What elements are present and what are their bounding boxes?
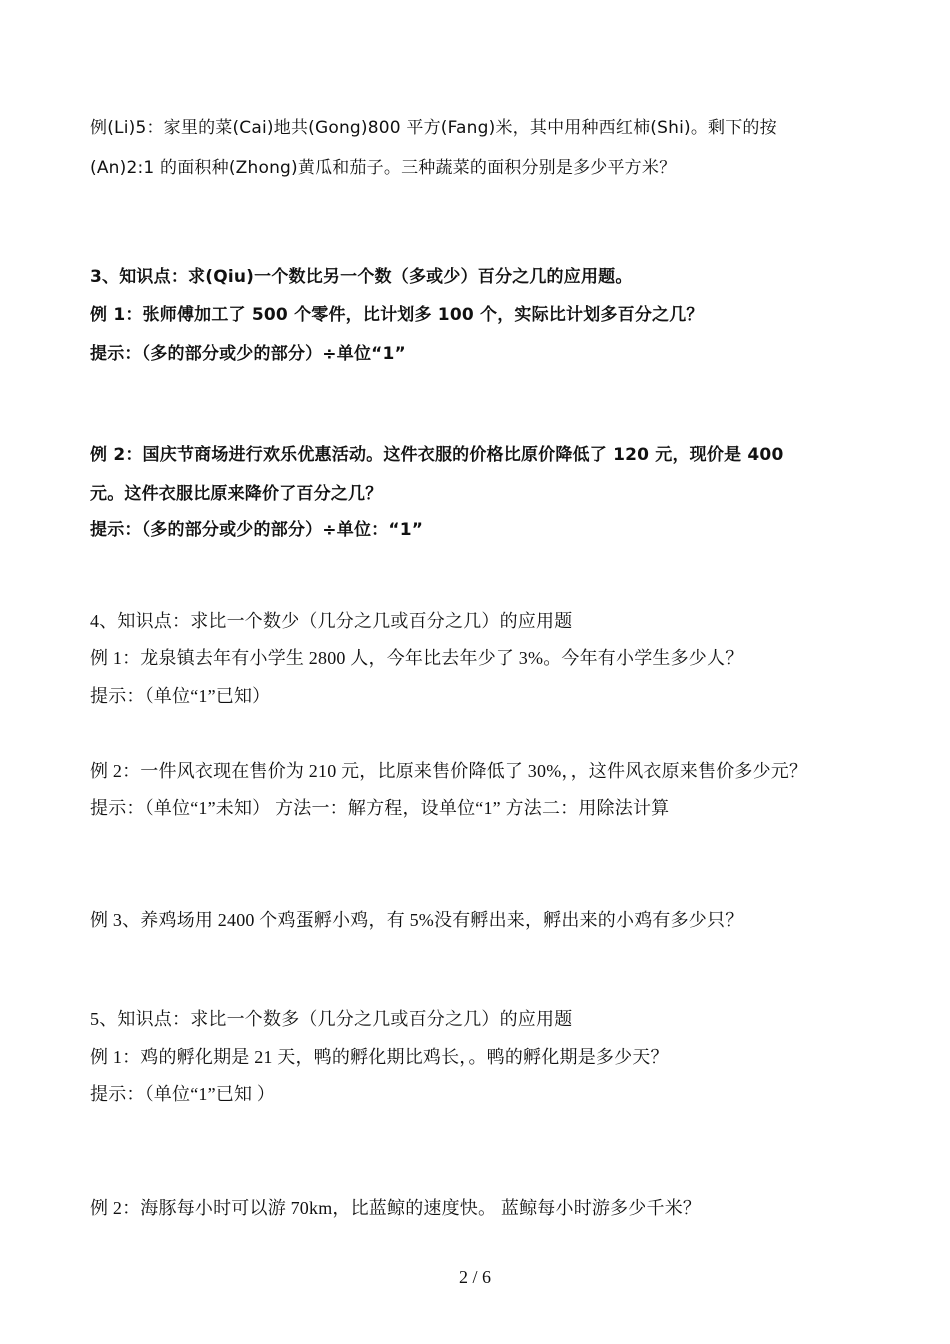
section-3-example-1: 例 1：张师傅加工了 500 个零件，比计划多 100 个，实际比计划多百分之几？ xyxy=(90,305,704,325)
section-3-heading: 3、知识点：求(Qiu)一个数比另一个数（多或少）百分之几的应用题。 xyxy=(90,267,633,287)
section-5-hint-1: 提示：（单位“1”已知 ） xyxy=(90,1084,276,1104)
section-4-example-3: 例 3、养鸡场用 2400 个鸡蛋孵小鸡，有 5%没有孵出来，孵出来的小鸡有多少只？ xyxy=(90,910,744,930)
example-5-line-1: 例(Li)5：家里的菜(Cai)地共(Gong)800 平方(Fang)米，其中用种西红柿(Shi)。剩下的按 xyxy=(90,118,777,138)
section-5-example-2: 例 2：海豚每小时可以游 70km，比蓝鲸的速度快。 蓝鲸每小时游多少千米？ xyxy=(90,1198,702,1218)
example-5-line-2: (An)2:1 的面积种(Zhong)黄瓜和茄子。三种蔬菜的面积分别是多少平方米？ xyxy=(90,158,677,178)
section-3-example-2-line-2: 元。这件衣服比原来降价了百分之几？ xyxy=(90,484,383,504)
section-3-hint-1: 提示：（多的部分或少的部分）÷单位“1” xyxy=(90,344,406,364)
section-5-example-1: 例 1：鸡的孵化期是 21 天，鸭的孵化期比鸡长，。鸭的孵化期是多少天？ xyxy=(90,1047,669,1067)
section-5-heading: 5、知识点：求比一个数多（几分之几或百分之几）的应用题 xyxy=(90,1009,573,1029)
section-3-hint-2: 提示：（多的部分或少的部分）÷单位：“1” xyxy=(90,520,424,540)
section-3-example-2-line-1: 例 2：国庆节商场进行欢乐优惠活动。这件衣服的价格比原价降低了 120 元，现价是 400 xyxy=(90,445,784,465)
section-4-example-1: 例 1：龙泉镇去年有小学生 2800 人，今年比去年少了 3%。今年有小学生多少人？ xyxy=(90,648,744,668)
section-4-hint-2: 提示：（单位“1”未知） 方法一：解方程，设单位“1” 方法二：用除法计算 xyxy=(90,798,670,818)
page-number: 2 / 6 xyxy=(458,1267,491,1287)
section-4-heading: 4、知识点：求比一个数少（几分之几或百分之几）的应用题 xyxy=(90,611,573,631)
section-4-example-2: 例 2：一件风衣现在售价为 210 元，比原来售价降低了 30%，，这件风衣原来售价多少元？ xyxy=(90,761,808,781)
section-4-hint-1: 提示：（单位“1”已知） xyxy=(90,686,271,706)
